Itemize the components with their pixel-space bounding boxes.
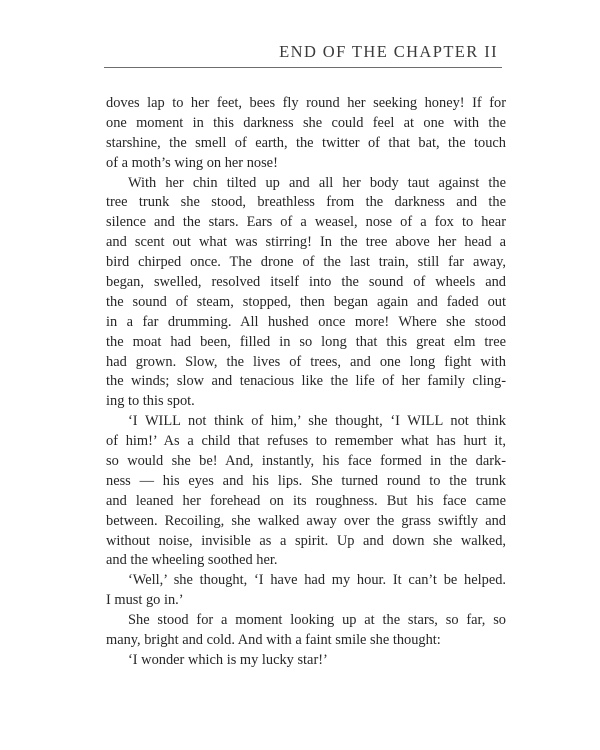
text-line: ness — his eyes and his lips. She turned round to the trunk	[106, 472, 506, 489]
text-line: ‘Well,’ she thought, ‘I have had my hour. It can’t be helped.	[128, 572, 506, 589]
text-line: silence and the stars. Ears of a weasel, nose of a fox to hear	[106, 214, 506, 231]
text-line: many, bright and cold. And with a faint smile she thought:	[106, 632, 441, 649]
text-line: so would she be! And, instantly, his face formed in the dark-	[106, 453, 506, 470]
text-line: the sound of steam, stopped, then began again and faded out	[106, 293, 506, 310]
text-line: of him!’ As a child that refuses to remember what has hurt it,	[106, 433, 506, 450]
text-line: ‘I WILL not think of him,’ she thought, ‘I WILL not think	[128, 413, 506, 430]
text-line: bird chirped once. The drone of the last train, still far away,	[106, 254, 506, 271]
text-line: I must go in.’	[106, 592, 184, 609]
text-line: one moment in this darkness she could feel at one with the	[106, 114, 506, 131]
text-line: With her chin tilted up and all her body taut against the	[128, 174, 506, 191]
text-line: began, swelled, resolved itself into the sound of wheels and	[106, 274, 506, 291]
text-line: in a far drumming. All hushed once more! Where she stood	[106, 313, 506, 330]
text-line: doves lap to her feet, bees fly round her seeking honey! If for	[106, 95, 506, 111]
text-line: had grown. Slow, the lives of trees, and one long fight with	[106, 353, 506, 370]
text-line: and scent out what was stirring! In the tree above her head a	[106, 234, 506, 251]
text-line: the winds; slow and tenacious like the life of her family cling-	[106, 373, 506, 390]
text-line: starshine, the smell of earth, the twitter of that bat, the touch	[106, 134, 506, 151]
text-line: and leaned her forehead on its roughness. But his face came	[106, 492, 506, 509]
text-line: and the wheeling soothed her.	[106, 552, 278, 569]
text-line: ‘I wonder which is my lucky star!’	[128, 651, 328, 668]
text-line: ing to this spot.	[106, 393, 195, 410]
text-line: between. Recoiling, she walked away over the grass swiftly and	[106, 512, 506, 529]
body-text	[106, 94, 506, 671]
header-rule	[104, 67, 502, 68]
text-line: without noise, invisible as a spirit. Up and down she walked,	[106, 532, 506, 549]
running-head: END OF THE CHAPTER II	[279, 42, 498, 61]
text-line: the moat had been, filled in so long that this great elm tree	[106, 333, 506, 350]
text-line: She stood for a moment looking up at the stars, so far, so	[128, 612, 506, 629]
text-line: of a moth’s wing on her nose!	[106, 154, 278, 171]
text-line: tree trunk she stood, breathless from the darkness and the	[106, 194, 506, 211]
